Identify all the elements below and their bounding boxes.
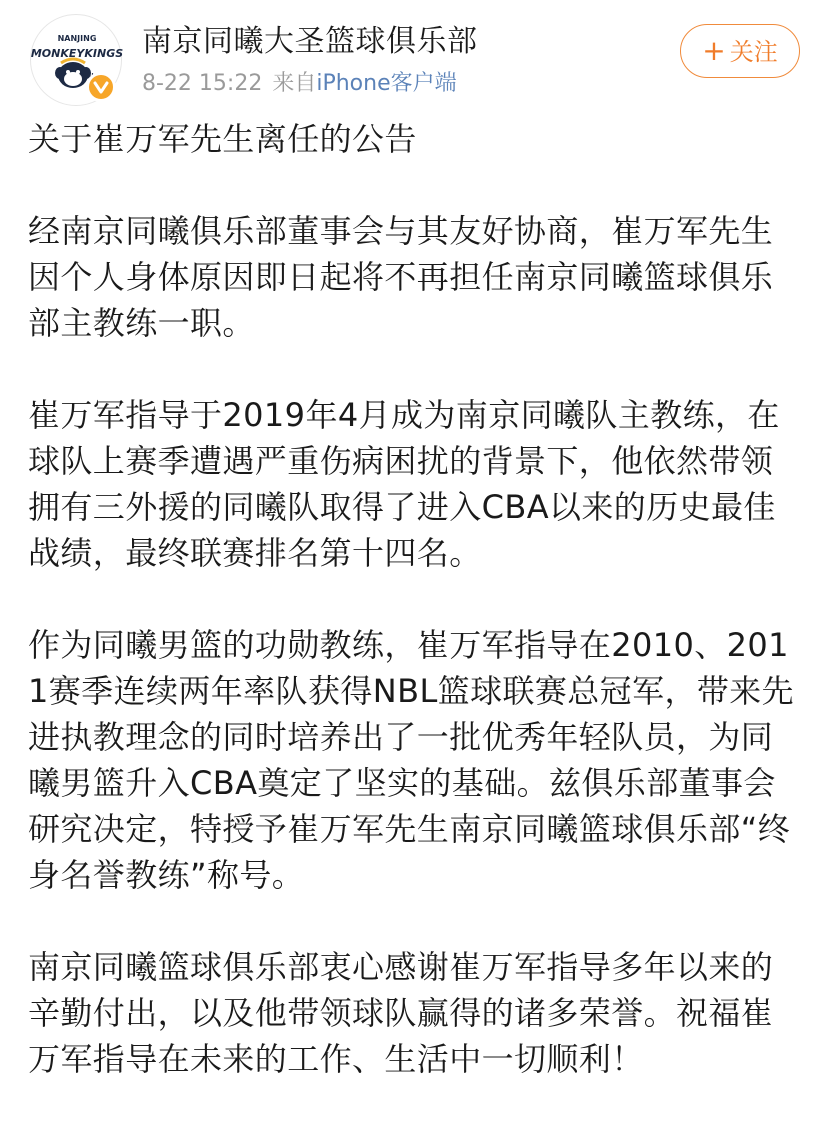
account-name[interactable]: 南京同曦大圣篮球俱乐部	[142, 24, 478, 59]
plus-icon: +	[702, 34, 726, 67]
announcement-title: 关于崔万军先生离任的公告	[28, 120, 417, 158]
paragraph-4: 南京同曦篮球俱乐部衷心感谢崔万军指导多年以来的辛勤付出，以及他带领球队赢得的诸多荣誉。祝福崔万军指导在未来的工作、生活中一切顺利！	[28, 948, 774, 1078]
post-meta	[142, 68, 457, 100]
post-content	[28, 116, 800, 1126]
svg-text:NANJING: NANJING	[57, 34, 97, 43]
post-header	[0, 0, 828, 110]
follow-label: 关注	[729, 38, 778, 66]
paragraph-2: 崔万军指导于2019年4月成为南京同曦队主教练，在球队上赛季遭遇严重伤病困扰的背景下，他依然带领拥有三外援的同曦队取得了进入CBA以来的历史最佳战绩，最终联赛排名第十四名。	[28, 396, 780, 572]
follow-button[interactable]	[680, 24, 800, 78]
verified-badge-icon	[86, 72, 116, 102]
post-source-device[interactable]: iPhone客户端	[316, 71, 457, 96]
post-timestamp: 8-22 15:22	[142, 71, 263, 96]
post-source-prefix: 来自	[272, 71, 317, 96]
svg-text:MONKEYKINGS: MONKEYKINGS	[31, 47, 123, 60]
paragraph-3: 作为同曦男篮的功勋教练，崔万军指导在2010、2011赛季连续两年率队获得NBL篮球联赛总冠军，带来先进执教理念的同时培养出了一批优秀年轻队员，为同曦男篮升入CBA奠定了坚实的基础。兹俱乐部董事会研究决定，特授予崔万军先生南京同曦篮球俱乐部“终身名誉教练”称号。	[28, 626, 795, 894]
paragraph-1: 经南京同曦俱乐部董事会与其友好协商，崔万军先生因个人身体原因即日起将不再担任南京同曦篮球俱乐部主教练一职。	[28, 212, 774, 342]
